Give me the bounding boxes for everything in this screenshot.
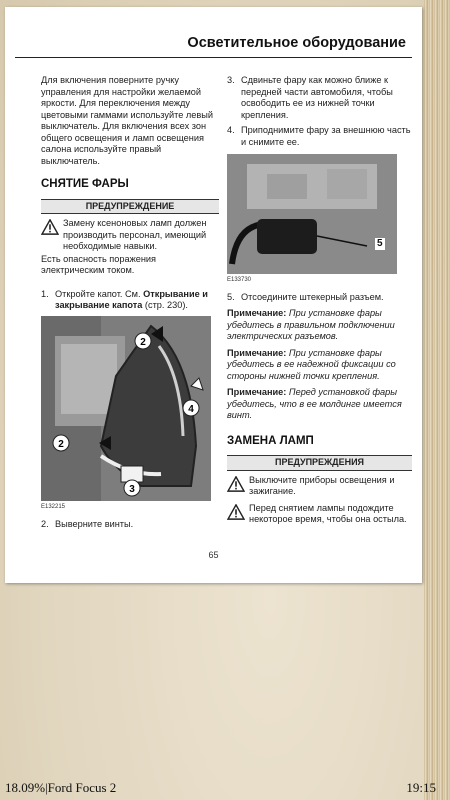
section-title-headlamp-removal: СНЯТИЕ ФАРЫ (41, 178, 129, 190)
step-3 (227, 75, 412, 121)
callout-5: 5 (377, 238, 383, 249)
step-4-text: Приподнимите фару за внешнюю часть и снимите ее. (241, 125, 411, 147)
note-label: Примечание: (227, 347, 287, 358)
step-5-text: Отсоедините штекерный разъем. (241, 291, 384, 302)
step-3-text: Сдвиньте фару как можно ближе к передней части автомобиля, чтобы освободить ее из нижней точки крепления. (241, 75, 393, 120)
note-2-text: При установке фары убедитесь в ее надежной фиксации со стороны нижней точки крепления. (227, 347, 396, 381)
warning-2-text: Перед снятием лампы подождите некоторое время, чтобы она остыла. (249, 502, 407, 524)
callout-4: 4 (188, 403, 194, 415)
step-number: 1. (41, 288, 49, 299)
figure-id: E132215 (41, 503, 66, 510)
warning-triangle-icon (41, 219, 59, 235)
step-number: 2. (41, 519, 49, 529)
warning-text-rest: Есть опасность поражения электрическим током. (41, 253, 157, 275)
step-text (55, 289, 219, 312)
step-4 (227, 125, 412, 148)
step-number: 3. (227, 75, 235, 85)
connector-illustration (227, 154, 397, 274)
warning-text-lead: Замену ксеноновых ламп должен производить персонал, имеющий необходимые навыки. (63, 218, 207, 251)
reading-progress: 18.09%|Ford Focus 2 (5, 780, 117, 795)
page-title: Осветительное оборудование (187, 35, 406, 51)
step-1-text: Откройте капот. См. (55, 288, 141, 299)
callout-2-top: 2 (140, 336, 146, 348)
callout-3: 3 (129, 483, 135, 495)
warning-1 (227, 475, 412, 498)
step-number: 4. (227, 125, 235, 135)
callout-2-left: 2 (58, 438, 64, 450)
warning-1-text: Выключите приборы освещения и зажигание. (249, 474, 395, 496)
step-1-page-ref: (стр. 230). (144, 300, 188, 310)
connector-figure (227, 154, 397, 274)
figure-id: E133730 (227, 277, 252, 283)
section-title-lamp-replacement: ЗАМЕНА ЛАМП (227, 434, 314, 447)
warning-2 (227, 503, 412, 526)
note-2 (227, 348, 412, 383)
step-number: 5. (227, 291, 235, 302)
headlamp-illustration (41, 316, 211, 501)
right-column (227, 75, 412, 531)
note-3-text: Перед установкой фары убедитесь, что в ее молдинге имеется винт. (227, 387, 402, 420)
step-1-link[interactable]: Открывание и закрывание капота (55, 288, 208, 310)
step-2-text: Выверните винты. (55, 519, 134, 529)
intro-paragraph: Для включения поверните ручку управления для настройки желаемой яркости. Для переключения между цветовыми гаммами используйте левый выключатель. Для включения всех зон общего освещения и ламп освещения салона используйте правый выключатель. (41, 75, 213, 166)
note-1 (227, 308, 412, 343)
clock: 19:15 (406, 780, 436, 795)
step-1 (41, 289, 219, 312)
page-stack-edge (424, 0, 450, 800)
warning-block (41, 218, 219, 253)
note-label: Примечание: (227, 387, 287, 397)
left-column (41, 75, 219, 535)
page-header (15, 31, 412, 58)
note-1-text: При установке фары убедитесь в правильном подключении электрических разъемов. (227, 308, 395, 341)
page-number: 65 (208, 550, 219, 560)
warning-triangle-icon (227, 504, 245, 520)
headlamp-figure (41, 316, 211, 501)
step-2 (41, 519, 219, 531)
step-5 (227, 292, 412, 304)
note-3 (227, 387, 412, 422)
warning-title: ПРЕДУПРЕЖДЕНИЕ (41, 199, 219, 215)
book-page[interactable] (5, 7, 422, 583)
warning-triangle-icon (227, 476, 245, 492)
warnings-title: ПРЕДУПРЕЖДЕНИЯ (227, 455, 412, 471)
note-label: Примечание: (227, 308, 287, 318)
